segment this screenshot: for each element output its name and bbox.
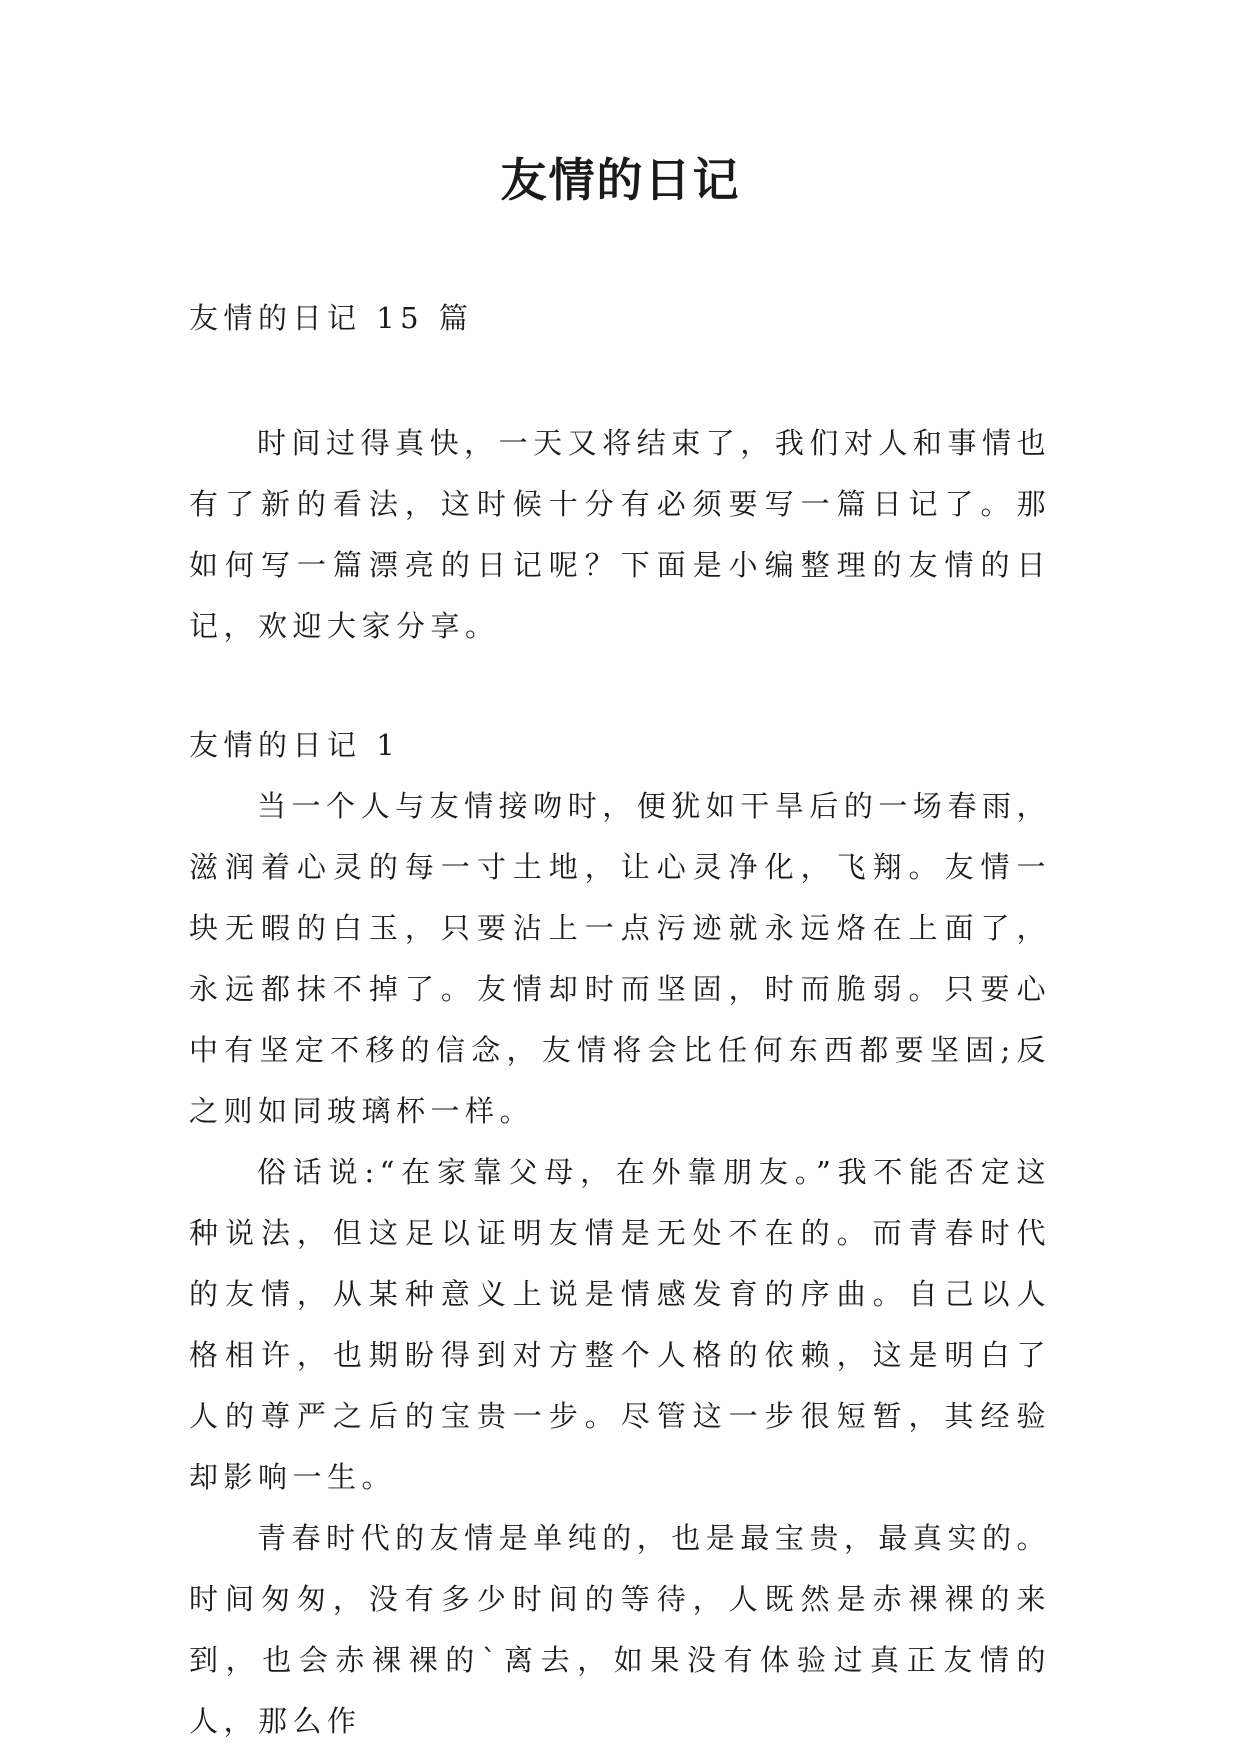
intro-paragraph: 时间过得真快，一天又将结束了，我们对人和事情也有了新的看法，这时候十分有必须要写一篇日记了。那如何写一篇漂亮的日记呢？下面是小编整理的友情的日记，欢迎大家分享。 — [189, 426, 1051, 643]
body-paragraph: 青春时代的友情是单纯的，也是最宝贵，最真实的。时间匆匆，没有多少时间的等待，人既然是赤裸裸的来到，也会赤裸裸的`离去，如果没有体验过真正友情的人，那么作 — [189, 1521, 1051, 1738]
section-heading: 友情的日记 1 — [189, 728, 401, 762]
document-subtitle: 友情的日记 15 篇 — [189, 301, 474, 335]
spacer — [189, 349, 1051, 413]
body-paragraph: 当一个人与友情接吻时，便犹如干旱后的一场春雨，滋润着心灵的每一寸土地，让心灵净化，飞翔。友情一块无暇的白玉，只要沾上一点污迹就永远烙在上面了，永远都抹不掉了。友情却时而坚固，时而脆弱。只要心中有坚定不移的信念，友情将会比任何东西都要坚固;反之则如同玻璃杯一样。 — [189, 789, 1051, 1128]
body-paragraph: 俗话说:“在家靠父母，在外靠朋友。”我不能否定这种说法，但这足以证明友情是无处不在的。而青春时代的友情，从某种意义上说是情感发育的序曲。自己以人格相许，也期盼得到对方整个人格的依赖，这是明白了人的尊严之后的宝贵一步。尽管这一步很短暂，其经验却影响一生。 — [189, 1155, 1051, 1494]
spacer — [189, 657, 1051, 715]
document-body — [189, 288, 1051, 1752]
document-title: 友情的日记 — [500, 153, 741, 207]
